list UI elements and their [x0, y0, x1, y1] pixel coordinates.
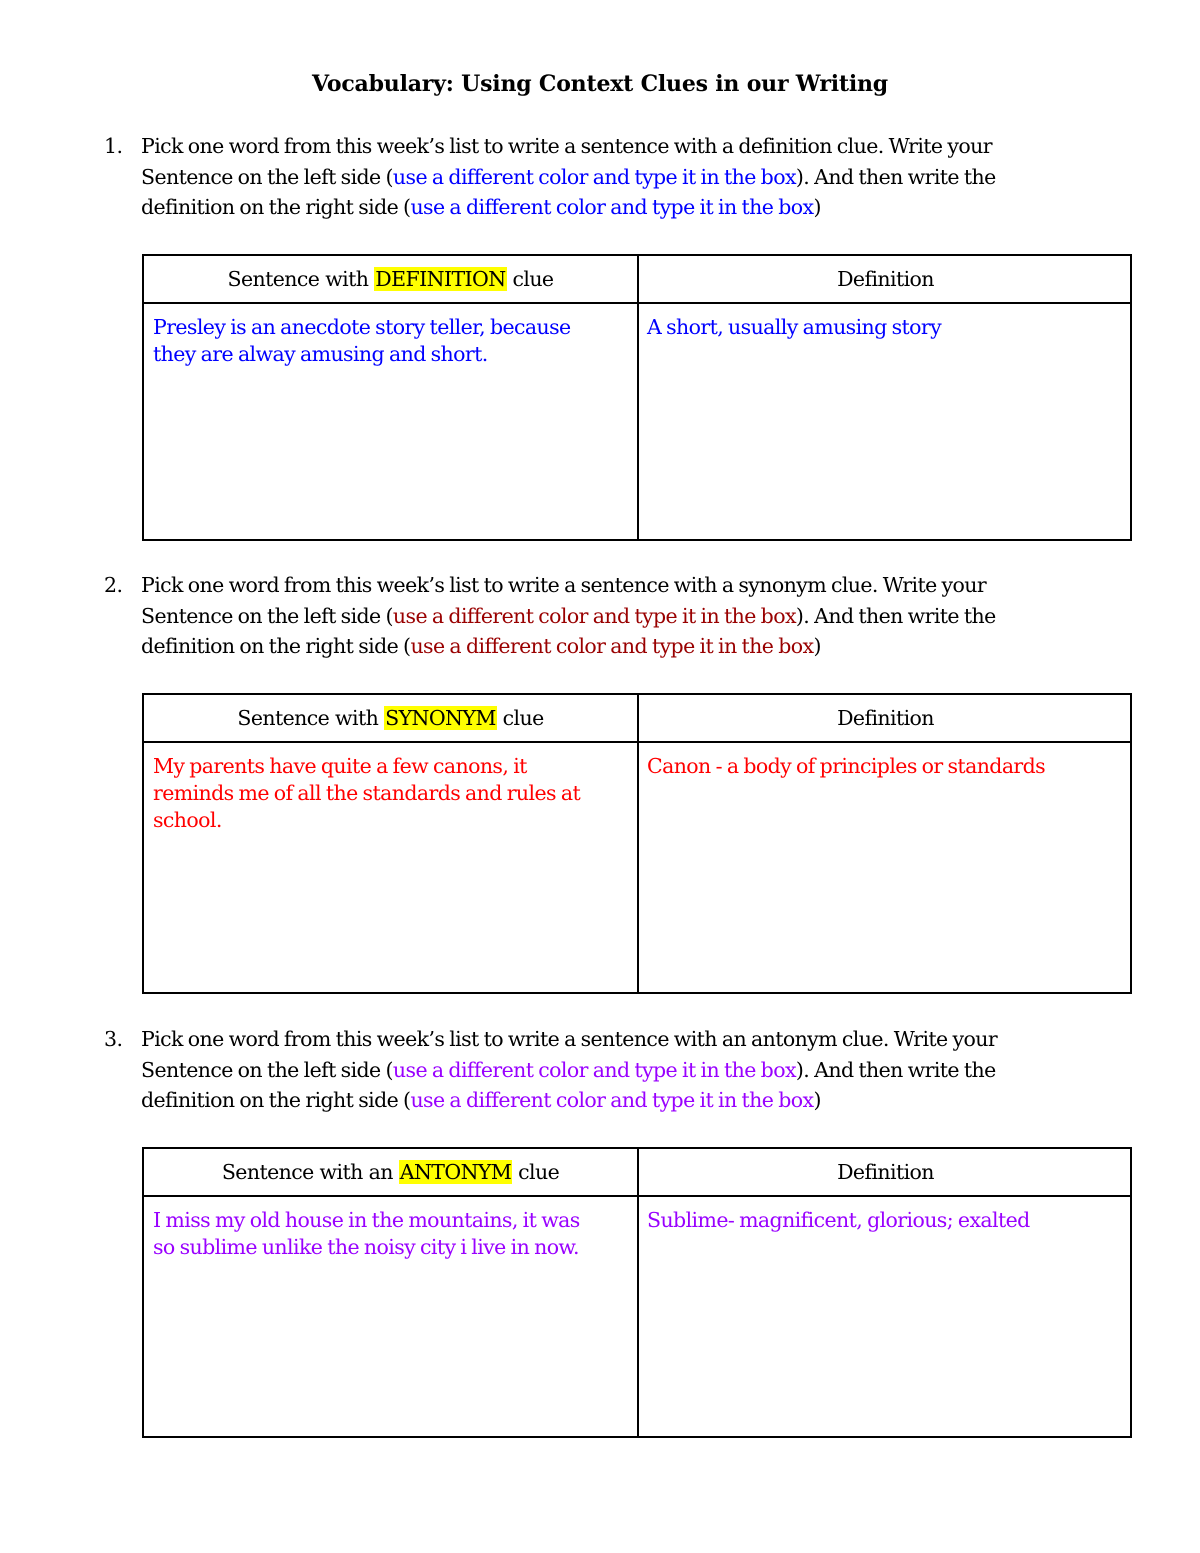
colored-instruction: use a different color and type it in the box [410, 195, 814, 219]
instruction-line: definition on the right side (use a different color and type it in the box) [141, 1088, 821, 1112]
header-sentence: Sentence with SYNONYM clue [237, 706, 544, 730]
instruction-3 [104, 1024, 1114, 1116]
instruction-line: Pick one word from this week’s list to write a sentence with a synonym clue. Write your [141, 573, 987, 597]
definition-cell[interactable] [647, 753, 1127, 780]
sentence-line: My parents have quite a few canons, it [153, 754, 527, 778]
synonym-clue-table [142, 693, 1132, 994]
sentence-line: school. [153, 808, 222, 832]
sentence-line: Presley is an anecdote story teller, because [153, 315, 571, 339]
header-definition: Definition [837, 1160, 934, 1184]
definition-cell[interactable] [647, 314, 1127, 341]
sentence-line: they are alway amusing and short. [153, 342, 488, 366]
instruction-line: Pick one word from this week’s list to write a sentence with a definition clue. Write your [141, 134, 992, 158]
definition-cell[interactable] [647, 1207, 1127, 1234]
highlighted-keyword: DEFINITION [375, 267, 506, 291]
page-title: Vocabulary: Using Context Clues in our Writing [312, 71, 888, 97]
item-number: 2. [104, 573, 123, 597]
header-definition: Definition [837, 706, 934, 730]
instruction-1 [104, 131, 1114, 223]
highlighted-keyword: ANTONYM [399, 1160, 512, 1184]
colored-instruction: use a different color and type it in the box [392, 164, 796, 189]
header-sentence: Sentence with an ANTONYM clue [221, 1160, 560, 1184]
definition-clue-table [142, 254, 1132, 541]
header-definition: Definition [837, 267, 934, 291]
definition-line: A short, usually amusing story [647, 315, 942, 339]
sentence-line: so sublime unlike the noisy city i live in now. [153, 1235, 579, 1259]
instruction-line: definition on the right side (use a different color and type it in the box) [141, 634, 821, 658]
colored-instruction: use a different color and type it in the box [410, 1088, 814, 1112]
instruction-line: Sentence on the left side (use a different color and type it in the box). And then write the [141, 603, 996, 628]
sentence-cell[interactable] [153, 753, 623, 834]
sentence-line: I miss my old house in the mountains, it was [153, 1208, 580, 1232]
item-number: 3. [104, 1027, 123, 1051]
item-number: 1. [104, 134, 123, 158]
colored-instruction: use a different color and type it in the box [410, 634, 814, 658]
highlighted-keyword: SYNONYM [385, 706, 496, 730]
colored-instruction: use a different color and type it in the box [392, 603, 796, 628]
instruction-2 [104, 570, 1114, 662]
definition-line: Canon - a body of principles or standards [647, 754, 1046, 778]
instruction-line: Sentence on the left side (use a different color and type it in the box). And then write the [141, 164, 996, 189]
sentence-cell[interactable] [153, 1207, 623, 1261]
instruction-line: Sentence on the left side (use a different color and type it in the box). And then write the [141, 1057, 996, 1082]
sentence-line: reminds me of all the standards and rules at [153, 781, 581, 805]
sentence-cell[interactable] [153, 314, 623, 368]
antonym-clue-table [142, 1147, 1132, 1438]
colored-instruction: use a different color and type it in the box [392, 1057, 796, 1082]
definition-line: Sublime- magnificent, glorious; exalted [647, 1208, 1030, 1232]
instruction-line: Pick one word from this week’s list to write a sentence with an antonym clue. Write your [141, 1027, 998, 1051]
header-sentence: Sentence with DEFINITION clue [227, 267, 554, 291]
instruction-line: definition on the right side (use a different color and type it in the box) [141, 195, 821, 219]
